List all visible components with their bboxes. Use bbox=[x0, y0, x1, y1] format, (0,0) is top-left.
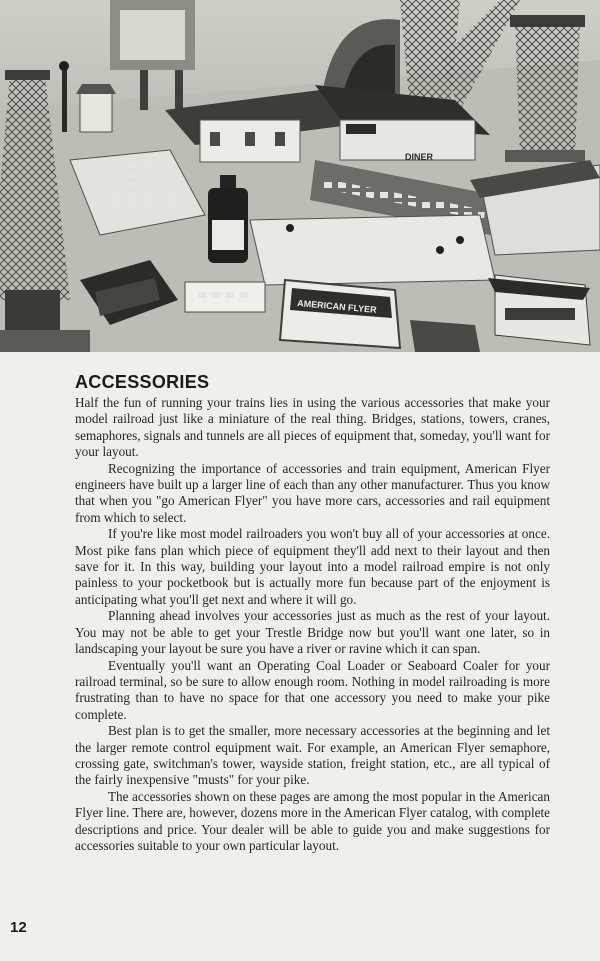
paragraph: Eventually you'll want an Operating Coal Loader or Seaboard Coaler for your railroad terminal, so be sure to allow enough room. Nothing in model railroading is more frustrating than to have no space for that one accessory you need to make your pike complete. bbox=[75, 657, 550, 722]
accessories-photo-illustration bbox=[0, 0, 600, 352]
paragraph: Recognizing the importance of accessories and train equipment, American Flyer engineers have built up a larger line of each than any other manufacturer. Thus you know that when you "go American Flyer" you have more cars, accessories and rail equipment from which to select. bbox=[75, 460, 550, 525]
paragraph: The accessories shown on these pages are among the most popular in the American Flyer line. There are, however, dozens more in the American Flyer catalog, with complete descriptions and price. Your dealer will be able to guide you and make suggestions for accessories suitable to your own particular layout. bbox=[75, 788, 550, 853]
article-body bbox=[75, 395, 550, 854]
section-heading: ACCESSORIES bbox=[75, 372, 210, 392]
paragraph: Best plan is to get the smaller, more necessary accessories at the beginning and let the larger remote control equipment wait. For example, an American Flyer semaphore, crossing gate, switchman's tower, wayside station, freight station, etc., are all typical of the fairly inexpensive "musts" for your pike. bbox=[75, 723, 550, 788]
paragraph: If you're like most model railroaders you won't buy all of your accessories at once. Most pike fans plan which piece of equipment they'll add next to their layout and then save for it. In this way, building your layout into a model railroad empire is not only painless to your pocketbook but is actually more fun because part of the enjoyment is anticipating what you'll get next and where it will go. bbox=[75, 526, 550, 607]
page-number: 12 bbox=[10, 919, 27, 936]
smoke-fluid-bottle bbox=[208, 175, 248, 263]
american-flyer-box bbox=[280, 280, 400, 348]
american-flyer-sign: AMERICAN FLYER bbox=[296, 298, 378, 315]
paragraph: Planning ahead involves your accessories just as much as the rest of your layout. You may not be able to get your Trestle Bridge now but you'll want one later, so in landscaping your layout be sure you have a river or ravine which it can span. bbox=[75, 608, 550, 657]
paragraph: Half the fun of running your trains lies in using the various accessories that make your model railroad just like a miniature of the real thing. Bridges, stations, towers, cranes, semaphores, signals and tunnels are all pieces of equipment that, someday, you'll want for your layout. bbox=[75, 395, 550, 460]
wayside-station bbox=[488, 275, 590, 345]
accessories-photo bbox=[0, 0, 600, 352]
diner-sign: DINER bbox=[405, 152, 434, 162]
